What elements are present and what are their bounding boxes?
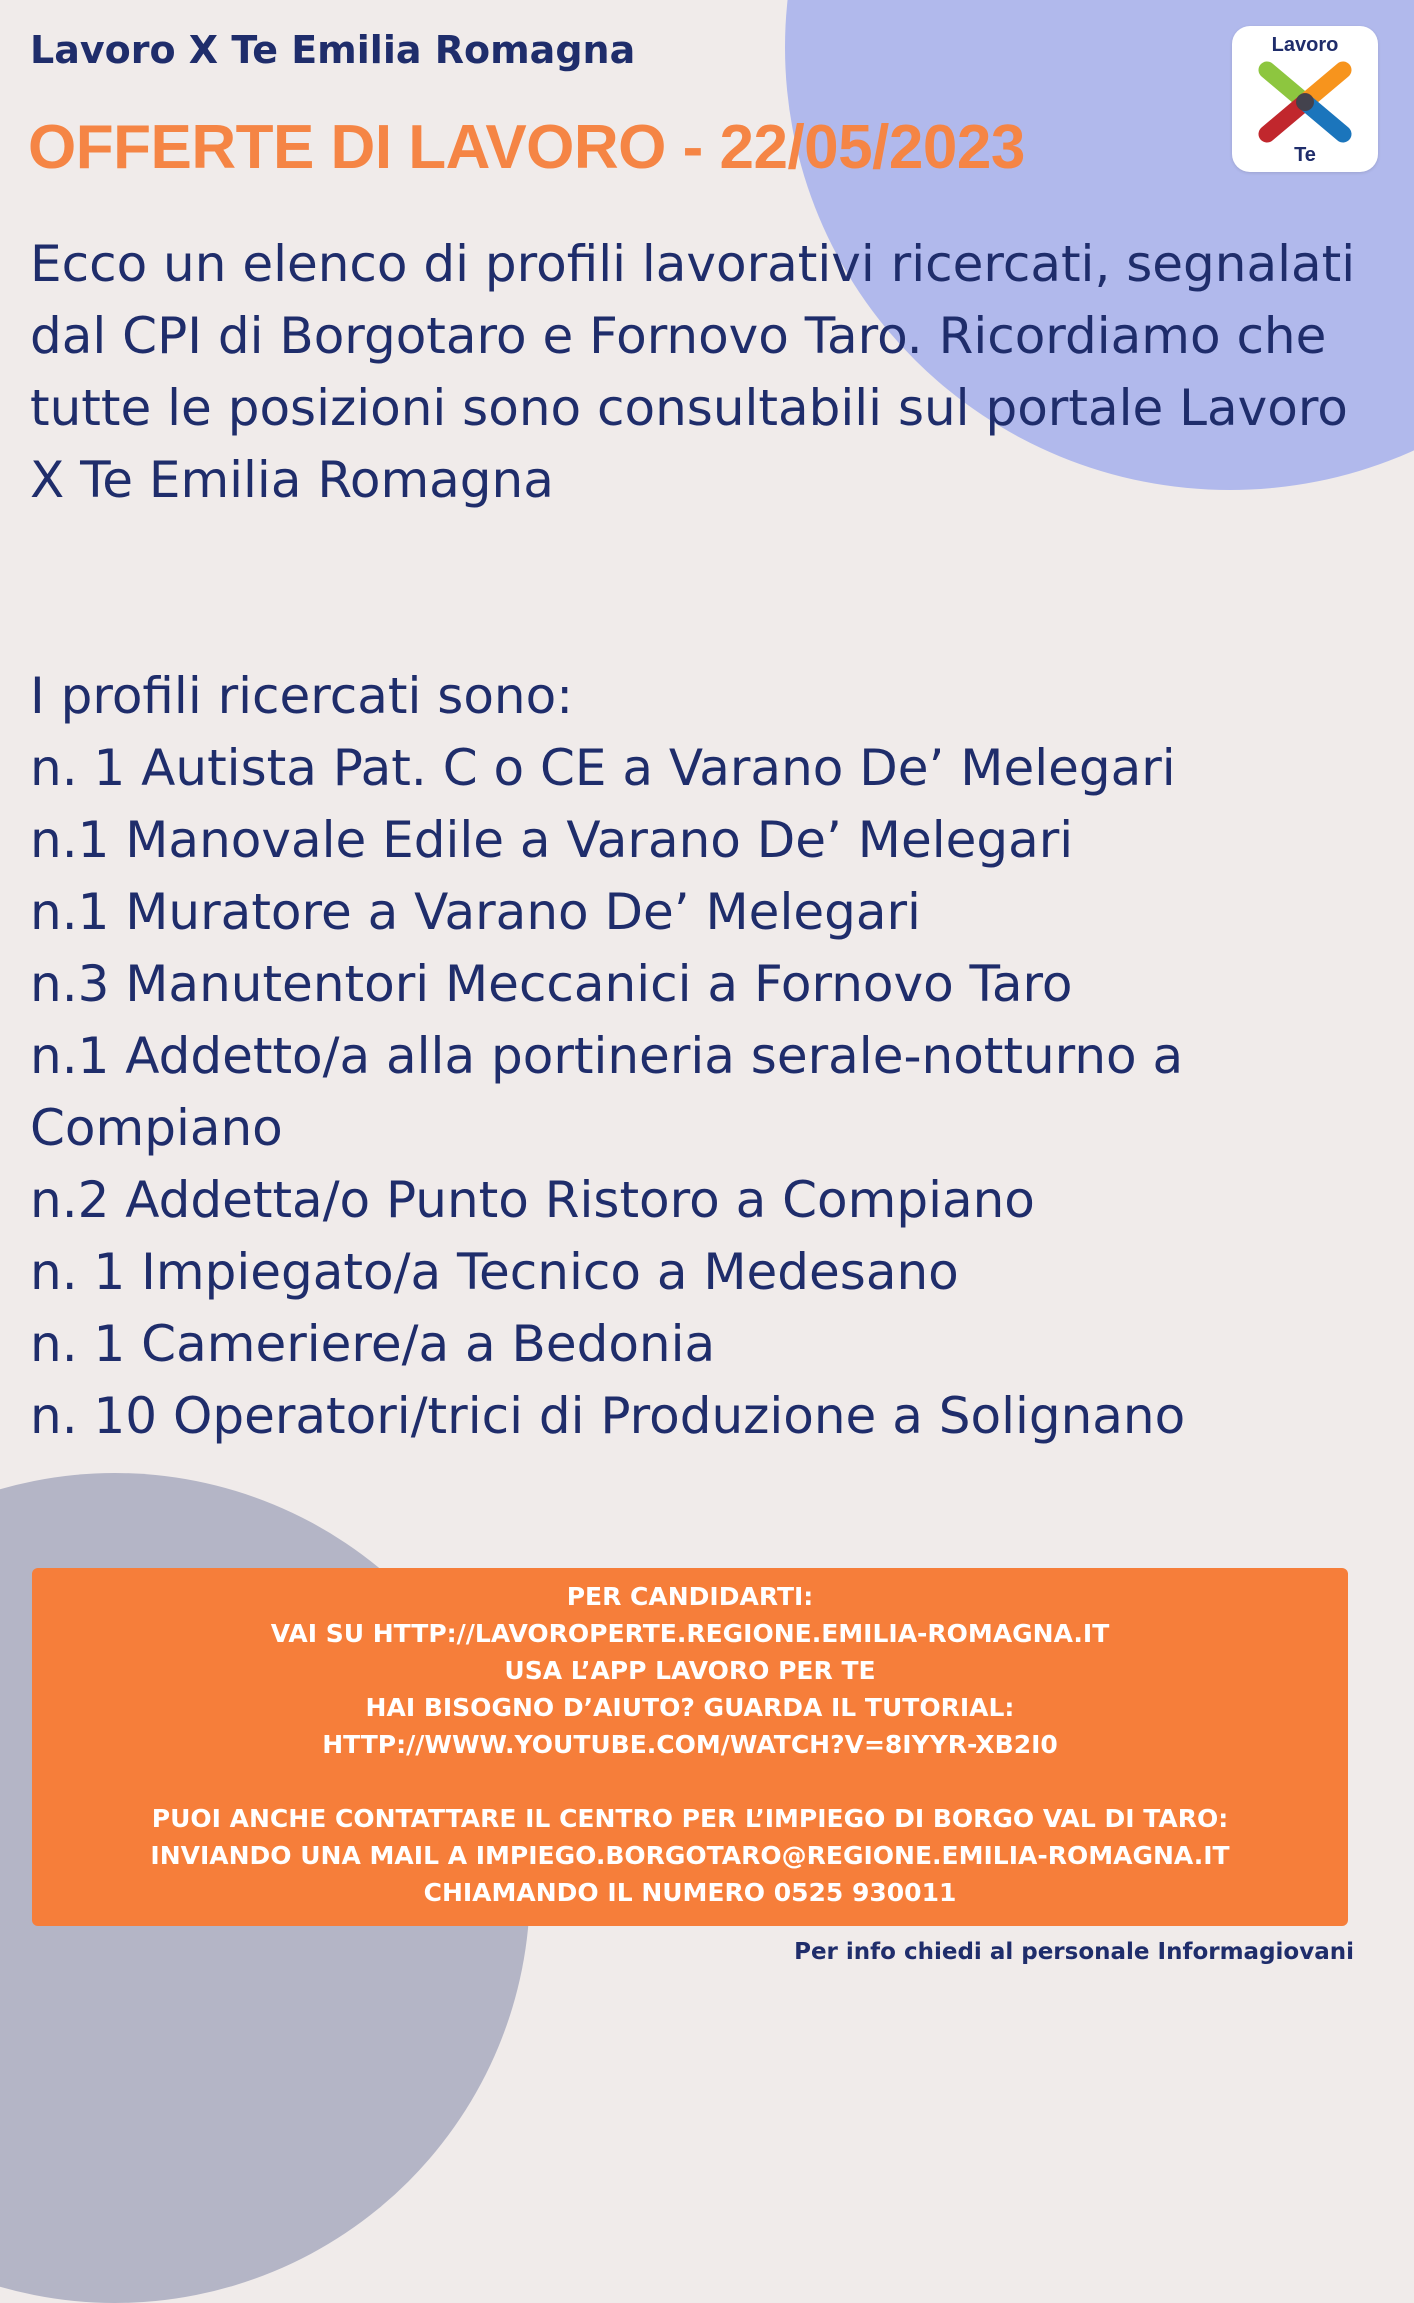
- contact-line: PUOI ANCHE CONTATTARE IL CENTRO PER L’IMPIEGO DI BORGO VAL DI TARO:: [151, 1804, 1229, 1833]
- email-link[interactable]: INVIANDO UNA MAIL A IMPIEGO.BORGOTARO@REGIONE.EMILIA-ROMAGNA.IT: [150, 1841, 1230, 1870]
- phone-line: CHIAMANDO IL NUMERO 0525 930011: [423, 1878, 957, 1907]
- tutorial-line: HAI BISOGNO D’AIUTO? GUARDA IL TUTORIAL:: [365, 1693, 1015, 1722]
- profile-item: n. 10 Operatori/trici di Produzione a Solignano: [30, 1387, 1186, 1445]
- logo-text-bottom: Te: [1294, 144, 1316, 166]
- cta-heading: PER CANDIDARTI:: [566, 1582, 814, 1611]
- intro-paragraph: Ecco un elenco di profili lavorativi ricercati, segnalati dal CPI di Borgotaro e Fornovo Taro. Ricordiamo che tutte le posizioni sono consultabili sul portale Lavoro X Te Emilia Romagna: [30, 235, 1356, 509]
- tutorial-link[interactable]: HTTP://WWW.YOUTUBE.COM/WATCH?V=8IYYR-XB2I0: [322, 1730, 1058, 1759]
- footer-note: Per info chiedi al personale Informagiovani: [794, 1939, 1354, 1965]
- profile-item: n.3 Manutentori Meccanici a Fornovo Taro: [30, 955, 1073, 1013]
- profile-item: n.1 Manovale Edile a Varano De’ Melegari: [30, 811, 1074, 869]
- apply-info-box: [32, 1568, 1348, 1926]
- lavoro-x-te-logo: [1232, 26, 1378, 172]
- profile-item: n. 1 Cameriere/a a Bedonia: [30, 1315, 716, 1373]
- logo-text-top: Lavoro: [1271, 34, 1339, 56]
- profile-item: n.1 Muratore a Varano De’ Melegari: [30, 883, 921, 941]
- profile-item: n. 1 Autista Pat. C o CE a Varano De’ Melegari: [30, 739, 1176, 797]
- site-name: Lavoro X Te Emilia Romagna: [30, 28, 636, 72]
- page-title: OFFERTE DI LAVORO - 22/05/2023: [28, 113, 1025, 182]
- x-cross-icon: [1255, 60, 1355, 144]
- portal-link[interactable]: VAI SU HTTP://LAVOROPERTE.REGIONE.EMILIA-ROMAGNA.IT: [270, 1619, 1110, 1648]
- profile-item: n. 1 Impiegato/a Tecnico a Medesano: [30, 1243, 959, 1301]
- profile-item: n.1 Addetto/a alla portineria serale-notturno a Compiano: [30, 1027, 1184, 1157]
- profiles-list: [30, 660, 1390, 1452]
- app-line: USA L’APP LAVORO PER TE: [504, 1656, 876, 1685]
- profile-item: n.2 Addetta/o Punto Ristoro a Compiano: [30, 1171, 1035, 1229]
- spacer: [32, 1763, 1348, 1800]
- profiles-heading: I profili ricercati sono:: [30, 667, 574, 725]
